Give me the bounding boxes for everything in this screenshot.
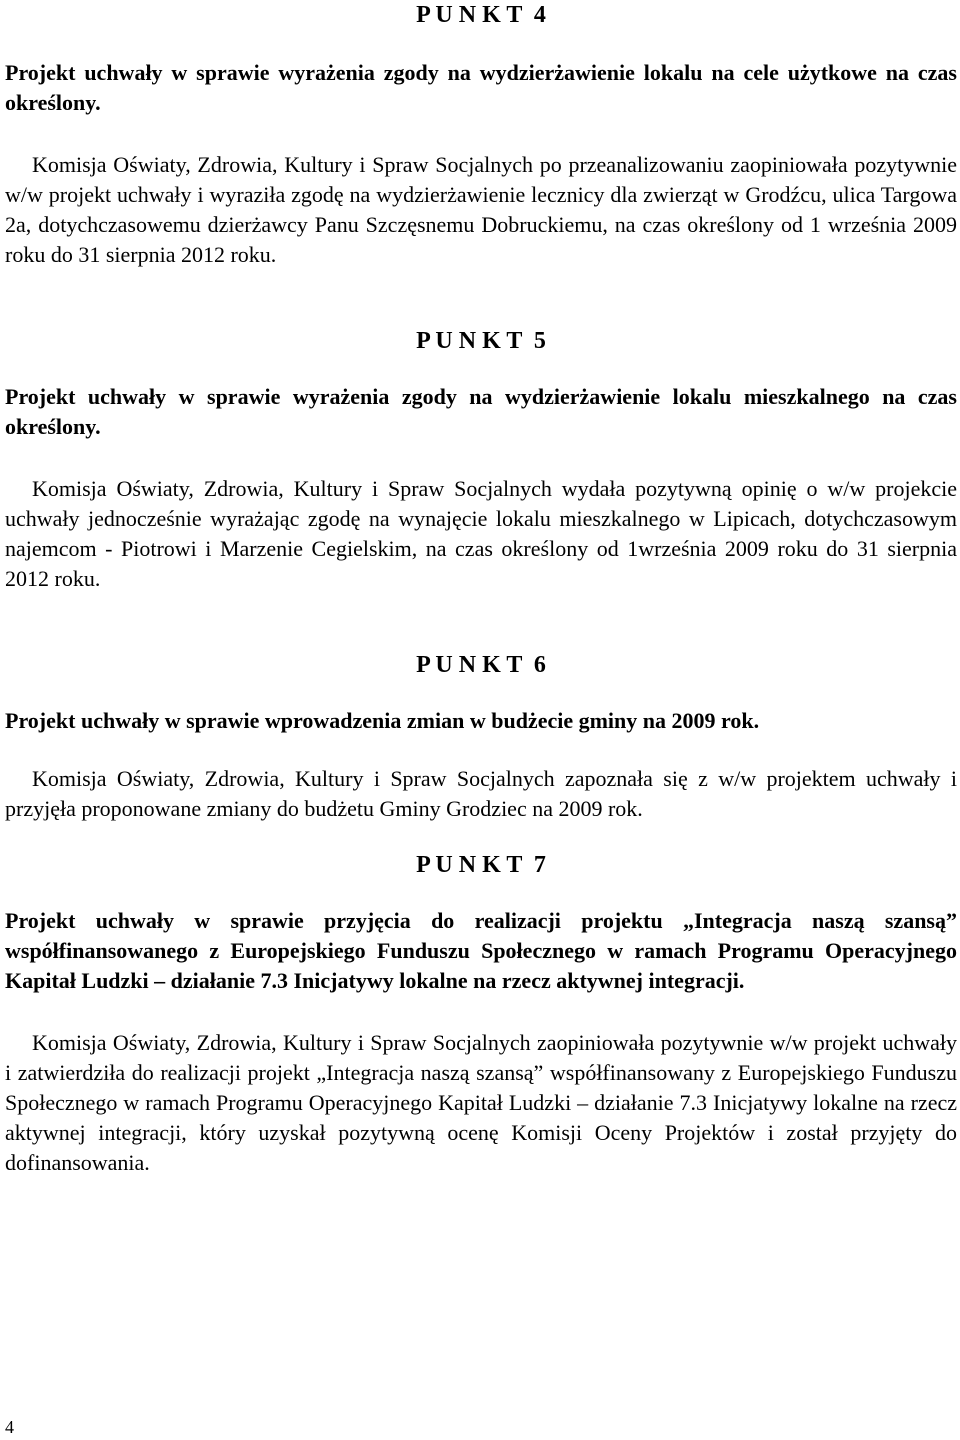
section-body: Komisja Oświaty, Zdrowia, Kultury i Spraw Socjalnych zapoznała się z w/w projektem uchwały i przyjęła proponowane zmiany do budżetu Gminy Grodziec na 2009 rok. [5,766,957,821]
section-heading: P U N K T 5 [416,328,546,354]
section-punkt-7 [5,850,957,1178]
section-title: Projekt uchwały w sprawie wyrażenia zgody na wydzierżawienie lokalu mieszkalnego na czas określony. [5,384,957,439]
section-punkt-6 [5,650,957,824]
section-heading: P U N K T 6 [416,652,546,678]
section-punkt-4 [5,0,957,270]
section-title: Projekt uchwały w sprawie wyrażenia zgody na wydzierżawienie lokalu na cele użytkowe na czas określony. [5,60,957,115]
section-heading: P U N K T 4 [416,2,546,28]
section-body: Komisja Oświaty, Zdrowia, Kultury i Spraw Socjalnych zaopiniowała pozytywnie w/w projekt uchwały i zatwierdziła do realizacji projekt „Integracja naszą szansą” współfinansowany z Europejskiego Funduszu Społecznego w ramach Programu Operacyjnego Kapitał Ludzki – działanie 7.3 Inicjatywy lokalne na rzecz aktywnej integracji, który uzyskał pozytywną ocenę Komisji Oceny Projektów i został przyjęty do dofinansowania. [5,1030,957,1175]
document-page [5,0,957,1178]
section-body: Komisja Oświaty, Zdrowia, Kultury i Spraw Socjalnych po przeanalizowaniu zaopiniowała pozytywnie w/w projekt uchwały i wyraziła zgodę na wydzierżawienie lecznicy dla zwierząt w Grodźcu, ulica Targowa 2a, dotychczasowemu dzierżawcy Panu Szczęsnemu Dobruckiemu, na czas określony od 1 września 2009 roku do 31 sierpnia 2012 roku. [5,152,957,267]
section-title: Projekt uchwały w sprawie przyjęcia do realizacji projektu „Integracja naszą szansą” współfinansowanego z Europejskiego Funduszu Społecznego w ramach Programu Operacyjnego Kapitał Ludzki – działanie 7.3 Inicjatywy lokalne na rzecz aktywnej integracji. [5,908,957,993]
section-body: Komisja Oświaty, Zdrowia, Kultury i Spraw Socjalnych wydała pozytywną opinię o w/w projekcie uchwały jednocześnie wyrażając zgodę na wynajęcie lokalu mieszkalnego w Lipicach, dotychczasowym najemcom - Piotrowi i Marzenie Cegielskim, na czas określony od 1września 2009 roku do 31 sierpnia 2012 roku. [5,476,957,591]
section-punkt-5 [5,326,957,594]
section-heading: P U N K T 7 [416,852,546,878]
page-number: 4 [5,1417,14,1437]
section-title: Projekt uchwały w sprawie wprowadzenia zmian w budżecie gminy na 2009 rok. [5,708,760,733]
